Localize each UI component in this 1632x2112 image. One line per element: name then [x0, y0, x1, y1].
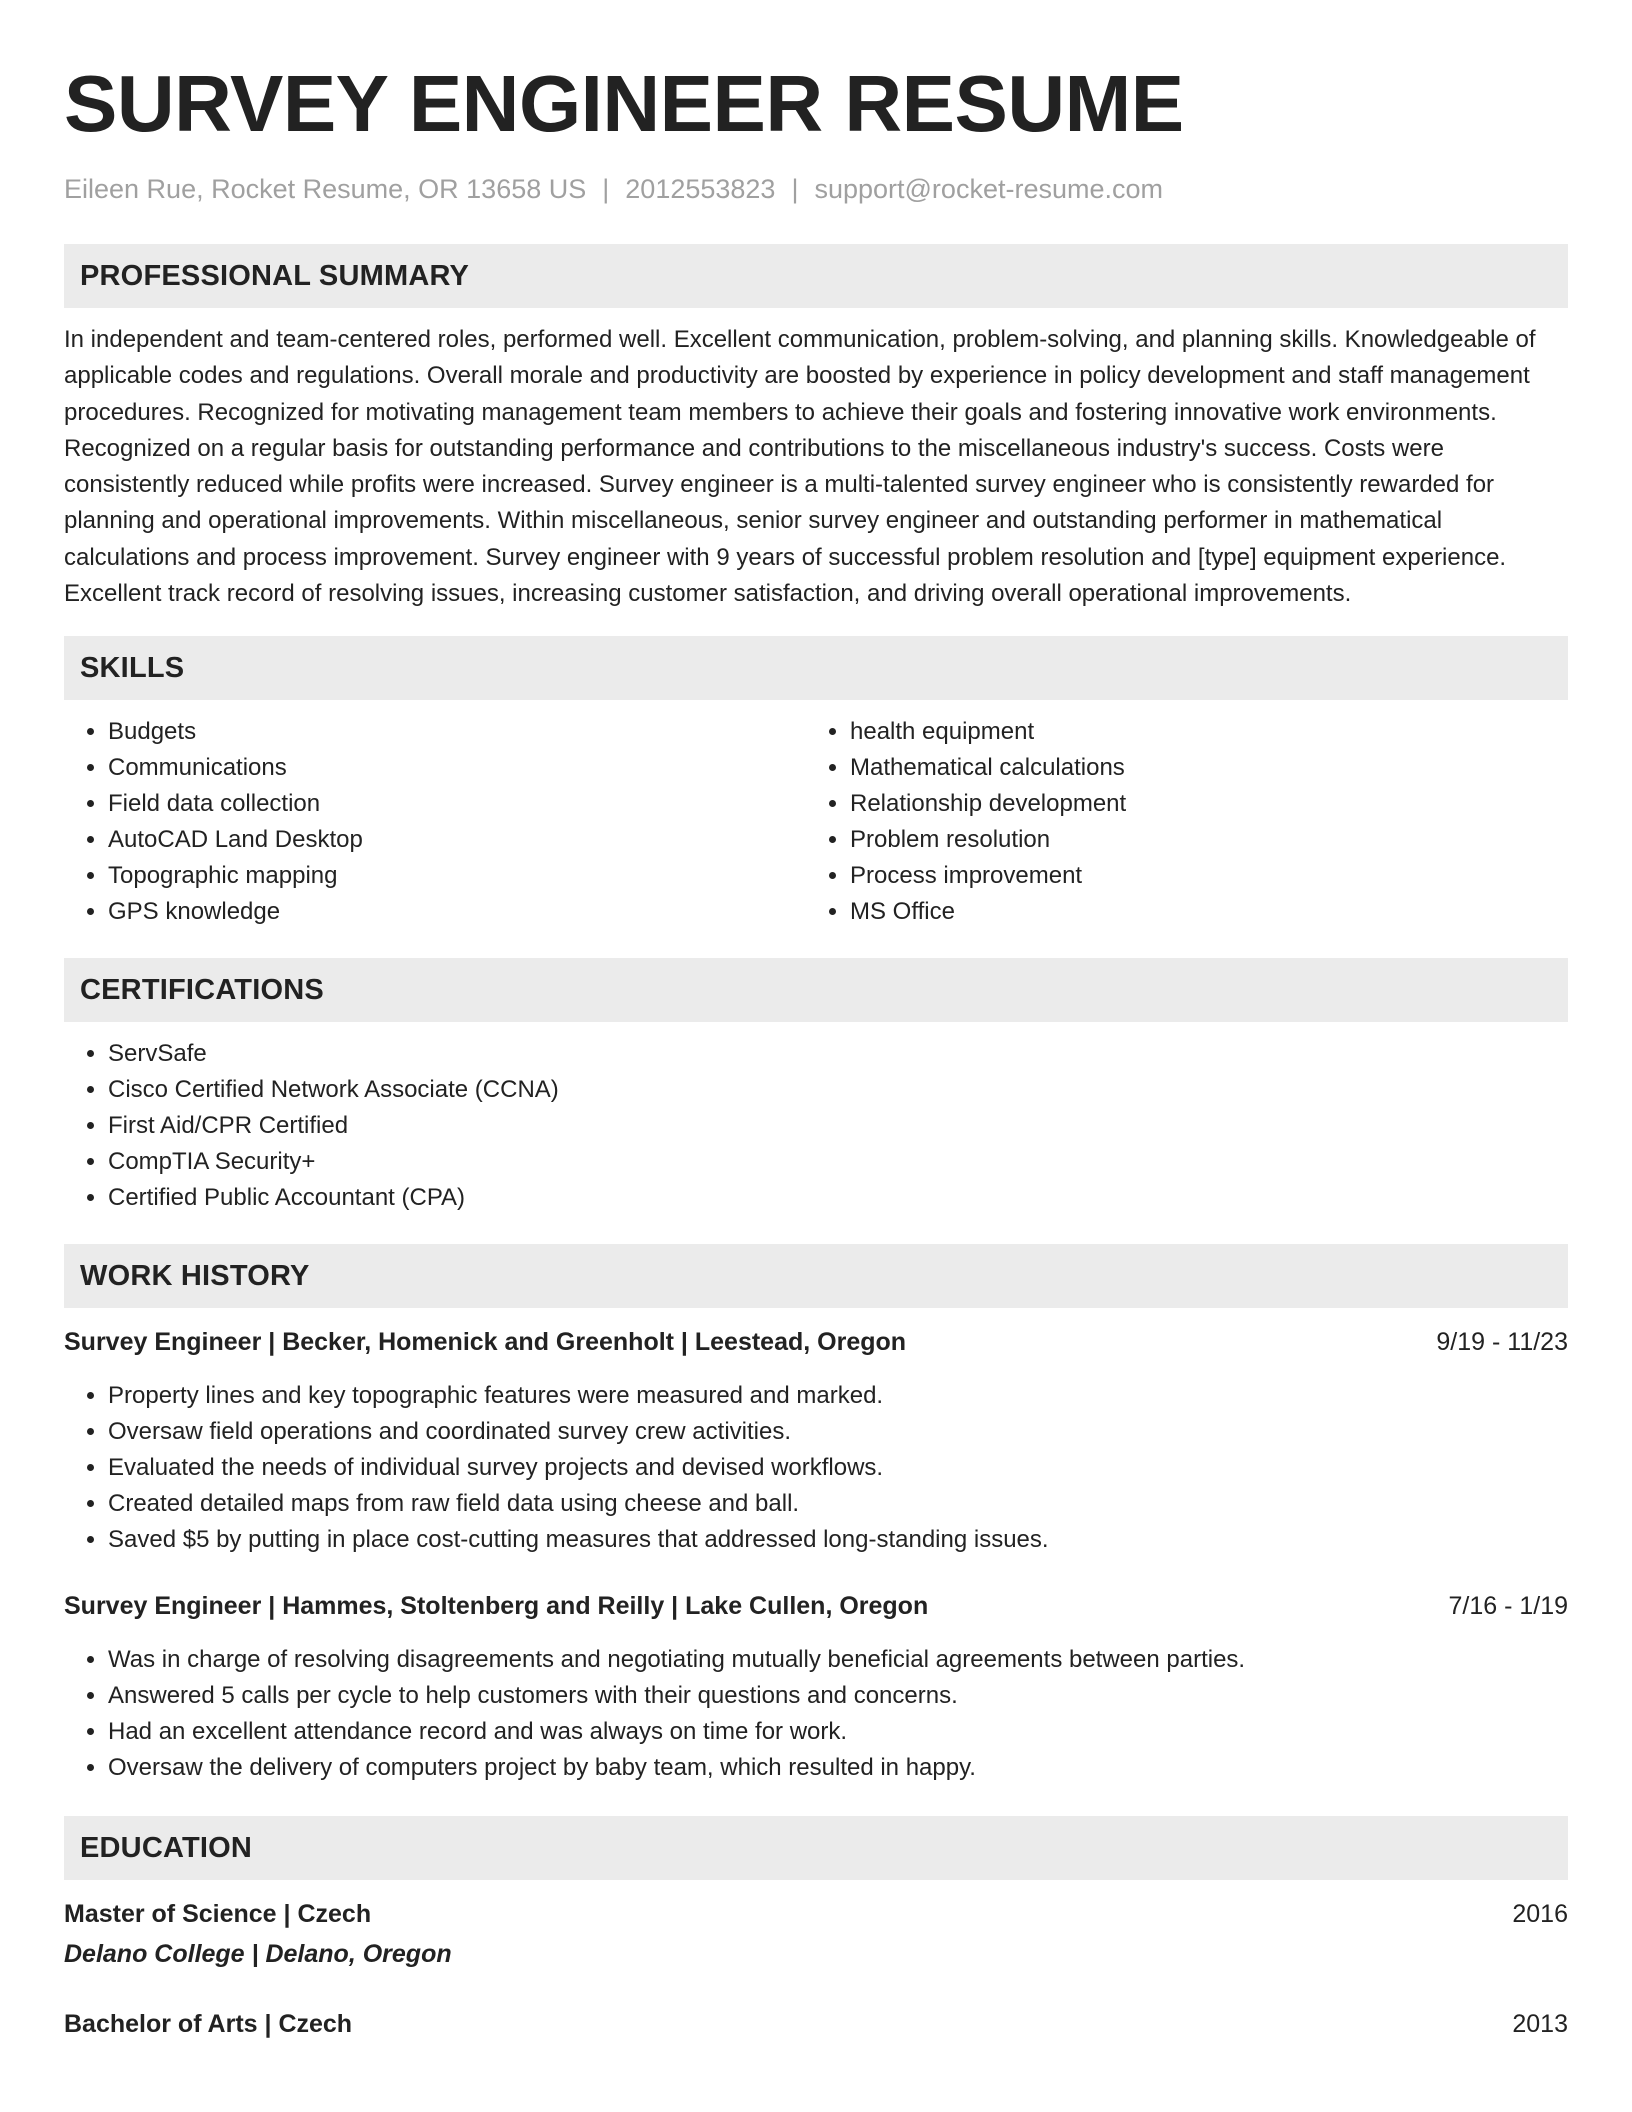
contact-separator: | — [602, 174, 610, 204]
certifications-heading: CERTIFICATIONS — [80, 973, 324, 1006]
skill-item: • Mathematical calculations — [850, 750, 1548, 786]
skill-item: • Communications — [108, 750, 806, 786]
skills-column-left — [64, 714, 806, 930]
education-year: 2013 — [1512, 2010, 1568, 2039]
job-dates: 9/19 - 11/23 — [1436, 1328, 1568, 1357]
job-header — [64, 1324, 1568, 1360]
certifications-list — [64, 1036, 1568, 1216]
skill-item: • Relationship development — [850, 786, 1548, 822]
skill-item: • MS Office — [850, 894, 1548, 930]
school-name: Delano College | Delano, Oregon — [64, 1940, 452, 1969]
job-bullets — [64, 1378, 1568, 1558]
skill-item: • Field data collection — [108, 786, 806, 822]
skill-item: • Budgets — [108, 714, 806, 750]
skill-item: • Problem resolution — [850, 822, 1548, 858]
skills-list — [64, 714, 1568, 930]
job-entry — [64, 1324, 1568, 1558]
contact-line — [64, 172, 1568, 206]
education-header — [64, 1896, 1568, 1932]
job-bullet: • Saved $5 by putting in place cost-cutting measures that addressed long-standing issues. — [108, 1522, 1568, 1558]
education-entry — [64, 2006, 1568, 2042]
contact-phone: 2012553823 — [625, 174, 776, 204]
page-title: SURVEY ENGINEER RESUME — [64, 59, 1184, 148]
summary-section-header — [64, 244, 1568, 308]
skill-item: • Process improvement — [850, 858, 1548, 894]
certification-item: • Cisco Certified Network Associate (CCNA) — [108, 1072, 1568, 1108]
contact-separator: | — [791, 174, 799, 204]
certification-item: • CompTIA Security+ — [108, 1144, 1568, 1180]
skill-item: • health equipment — [850, 714, 1548, 750]
skills-heading: SKILLS — [80, 651, 185, 684]
degree-title: Bachelor of Arts | Czech — [64, 2010, 353, 2039]
certification-item: • First Aid/CPR Certified — [108, 1108, 1568, 1144]
education-entry — [64, 1896, 1568, 1972]
education-year: 2016 — [1512, 1900, 1568, 1929]
contact-email: support@rocket-resume.com — [814, 174, 1163, 204]
summary-text: In independent and team-centered roles, performed well. Excellent communication, problem-solving, and planning skills. Knowledgeable of applicable codes and regulations. Overall morale and productivity are boosted by experience in policy development and staff management procedures. Recognized for motivating management team members to achieve their goals and fostering innovative work environments. Recognized on a regular basis for outstanding performance and contributions to the miscellaneous industry's success. Costs were consistently reduced while profits were increased. Survey engineer is a multi-talented survey engineer who is consistently rewarded for planning and operational improvements. Within miscellaneous, senior survey engineer and outstanding performer in mathematical calculations and process improvement. Survey engineer with 9 years of successful problem resolution and [type] equipment experience. Excellent track record of resolving issues, increasing customer satisfaction, and driving overall operational improvements. — [64, 326, 1536, 608]
skill-item: • AutoCAD Land Desktop — [108, 822, 806, 858]
job-title: Survey Engineer | Becker, Homenick and Greenholt | Leestead, Oregon — [64, 1328, 907, 1357]
job-bullet: • Property lines and key topographic features were measured and marked. — [108, 1378, 1568, 1414]
job-bullet: • Answered 5 calls per cycle to help customers with their questions and concerns. — [108, 1678, 1568, 1714]
job-bullets — [64, 1642, 1568, 1786]
job-header — [64, 1588, 1568, 1624]
job-bullet: • Was in charge of resolving disagreements and negotiating mutually beneficial agreements between parties. — [108, 1642, 1568, 1678]
degree-title: Master of Science | Czech — [64, 1900, 372, 1929]
education-heading: EDUCATION — [80, 1831, 253, 1864]
job-dates: 7/16 - 1/19 — [1448, 1592, 1568, 1621]
job-bullet: • Created detailed maps from raw field data using cheese and ball. — [108, 1486, 1568, 1522]
certification-item: • Certified Public Accountant (CPA) — [108, 1180, 1568, 1216]
job-title: Survey Engineer | Hammes, Stoltenberg and Reilly | Lake Cullen, Oregon — [64, 1592, 929, 1621]
job-bullet: • Oversaw the delivery of computers project by baby team, which resulted in happy. — [108, 1750, 1568, 1786]
skills-column-right — [806, 714, 1548, 930]
work-history-heading: WORK HISTORY — [80, 1259, 310, 1292]
skill-item: • Topographic mapping — [108, 858, 806, 894]
summary-heading: PROFESSIONAL SUMMARY — [80, 259, 470, 292]
education-section-header — [64, 1816, 1568, 1880]
job-bullet: • Evaluated the needs of individual survey projects and devised workflows. — [108, 1450, 1568, 1486]
education-header — [64, 2006, 1568, 2042]
job-entry — [64, 1588, 1568, 1786]
contact-address: Eileen Rue, Rocket Resume, OR 13658 US — [64, 174, 587, 204]
skill-item: • GPS knowledge — [108, 894, 806, 930]
skills-section-header — [64, 636, 1568, 700]
job-bullet: • Oversaw field operations and coordinated survey crew activities. — [108, 1414, 1568, 1450]
certifications-section-header — [64, 958, 1568, 1022]
job-bullet: • Had an excellent attendance record and was always on time for work. — [108, 1714, 1568, 1750]
work-history-section-header — [64, 1244, 1568, 1308]
certification-item: • ServSafe — [108, 1036, 1568, 1072]
